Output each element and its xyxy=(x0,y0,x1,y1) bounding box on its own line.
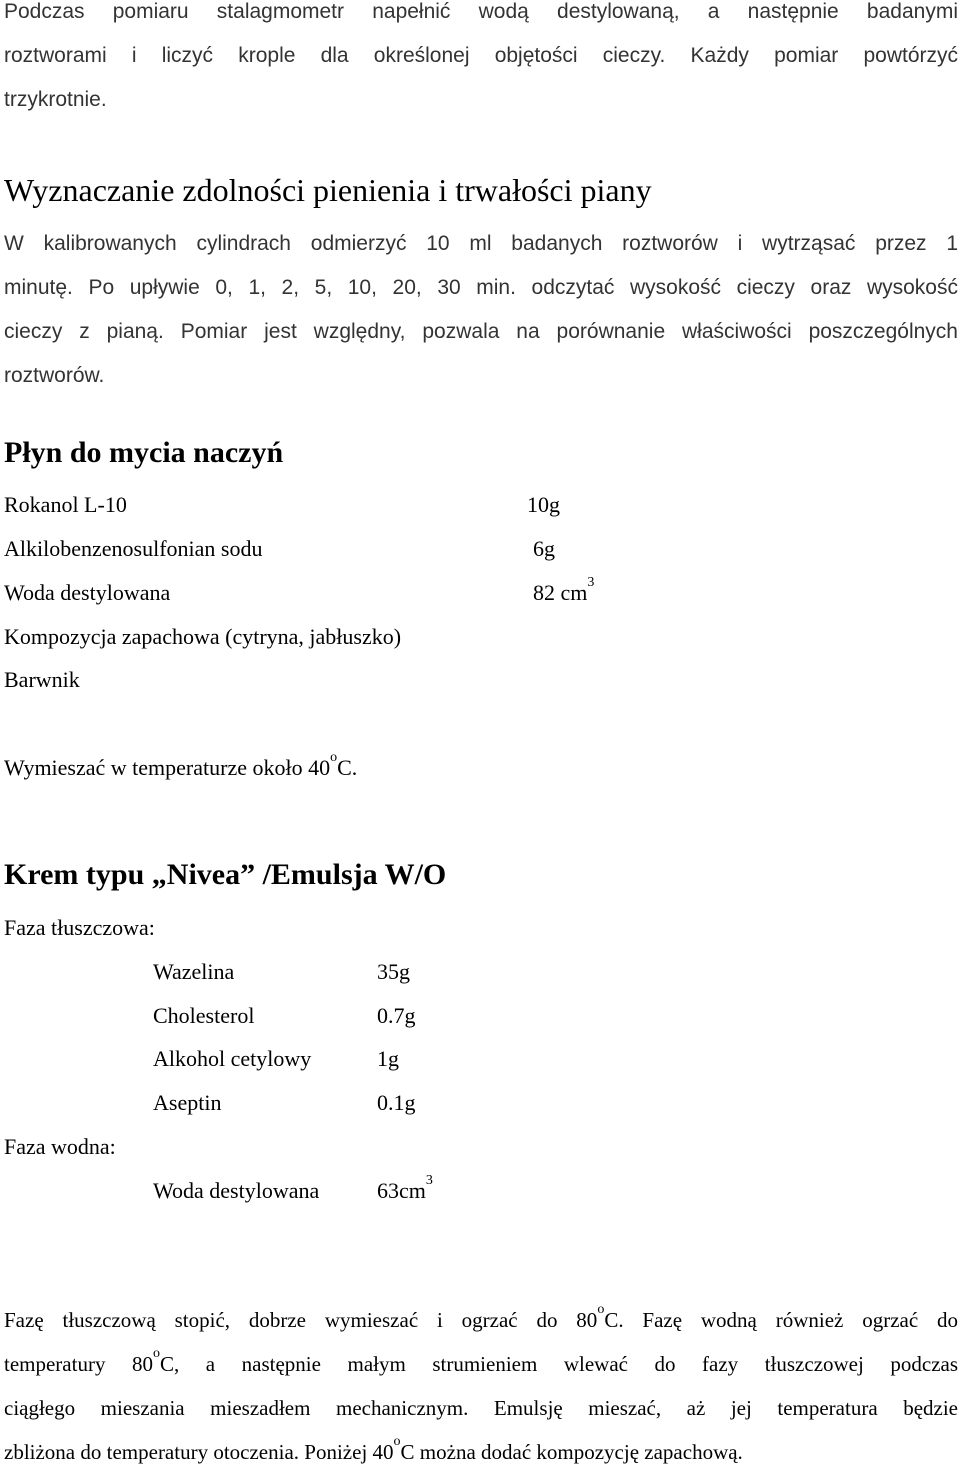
dish-heading: Płyn do mycia naczyń xyxy=(4,436,284,469)
final-text: C można dodać kompozycję zapachową. xyxy=(400,1440,743,1464)
cream-heading: Krem typu „Nivea” /Emulsja W/O xyxy=(4,858,447,891)
degree-mark: o xyxy=(153,1346,160,1361)
degree-mark: o xyxy=(393,1434,401,1449)
ingredient-name: Kompozycja zapachowa (cytryna, jabłuszko) xyxy=(4,624,402,649)
ingredient-name: Rokanol L-10 xyxy=(4,492,127,517)
final-text: temperatury 80 xyxy=(4,1352,153,1376)
fat-item-amount: 35g xyxy=(377,959,410,984)
fat-item-name: Aseptin xyxy=(153,1090,222,1115)
ingredient-name: Woda destylowana xyxy=(4,580,171,605)
ingredient-name: Barwnik xyxy=(4,667,80,692)
foam-paragraph xyxy=(4,222,958,398)
fat-item-name: Cholesterol xyxy=(153,1003,255,1028)
mix-text-end: C. xyxy=(337,755,358,780)
final-paragraph xyxy=(4,1298,958,1474)
final-text: Fazę tłuszczową stopić, dobrze wymieszać i ogrzać do 80 xyxy=(4,1308,598,1332)
foam-line: W kalibrowanych cylindrach odmierzyć 10 ml badanych roztworów i wytrząsać przez 1 xyxy=(4,232,958,255)
foam-line: minutę. Po upływie 0, 1, 2, 5, 10, 20, 30 min. odczytać wysokość cieczy oraz wysokość xyxy=(4,276,958,299)
foam-line: roztworów. xyxy=(4,364,105,387)
water-item-amount xyxy=(377,1173,433,1206)
final-line xyxy=(4,1298,958,1342)
fat-item-name: Alkohol cetylowy xyxy=(153,1046,312,1071)
fat-item-name: Wazelina xyxy=(153,959,235,984)
intro-paragraph xyxy=(4,0,958,122)
fat-phase-label: Faza tłuszczowa: xyxy=(4,915,155,940)
amount-exponent: 3 xyxy=(425,1173,433,1188)
fat-item-amount: 1g xyxy=(377,1046,399,1071)
final-text: C, a następnie małym strumieniem wlewać do fazy tłuszczowej podczas xyxy=(160,1352,959,1376)
mix-text: Wymieszać w temperaturze około 40 xyxy=(4,755,331,780)
final-text: zbliżona do temperatury otoczenia. Poniżej 40 xyxy=(4,1440,394,1464)
intro-line: roztworami i liczyć krople dla określonej objętości cieczy. Każdy pomiar powtórzyć xyxy=(4,44,958,67)
intro-line: Podczas pomiaru stalagmometr napełnić wodą destylowaną, a następnie badanymi xyxy=(4,0,958,23)
fat-item-amount: 0.1g xyxy=(377,1090,416,1115)
amount-exponent: 3 xyxy=(587,575,595,590)
ingredient-amount xyxy=(533,575,595,608)
foam-line: cieczy z pianą. Pomiar jest względny, pozwala na porównanie właściwości poszczególnych xyxy=(4,320,958,343)
final-line: ciągłego mieszania mieszadłem mechanicznym. Emulsję mieszać, aż jej temperatura będzie xyxy=(4,1396,958,1420)
amount-value: 63cm xyxy=(377,1178,426,1203)
water-item-name: Woda destylowana xyxy=(153,1178,320,1203)
degree-mark: o xyxy=(597,1302,605,1317)
water-phase-label: Faza wodna: xyxy=(4,1134,116,1159)
final-line xyxy=(4,1342,958,1386)
ingredient-amount: 6g xyxy=(533,536,555,561)
foam-heading: Wyznaczanie zdolności pienienia i trwałości piany xyxy=(4,172,652,208)
degree-mark: o xyxy=(330,750,338,765)
amount-value: 82 cm xyxy=(533,580,588,605)
final-text: C. Fazę wodną również ogrzać do xyxy=(604,1308,959,1332)
ingredient-name: Alkilobenzenosulfonian sodu xyxy=(4,536,263,561)
intro-line: trzykrotnie. xyxy=(4,88,107,111)
ingredient-amount: 10g xyxy=(527,492,560,517)
mix-instruction xyxy=(4,750,358,783)
final-line xyxy=(4,1430,958,1474)
fat-item-amount: 0.7g xyxy=(377,1003,416,1028)
